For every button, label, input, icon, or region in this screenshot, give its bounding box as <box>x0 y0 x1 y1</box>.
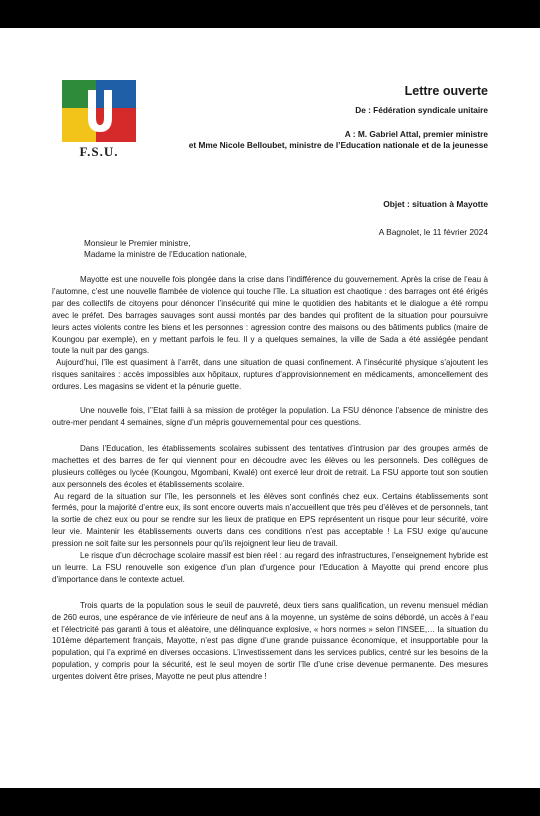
paragraph-6: Le risque d’un décrochage scolaire massif est bien réel : au regard des infrastructures, l’enseignement hybride est un leurre. La FSU renouvelle son exigence d’un plan d’urgence pour l’Education à Mayotte qui prend encore plus d’importance dans le contexte actuel. <box>52 551 488 584</box>
paragraph-2: Aujourd’hui, l’île est quasiment à l’arrêt, dans une situation de quasi confinement. A l’insécurité physique s’ajoutent les risques sanitaires : accès impossibles aux hôpitaux, ruptures d’approvisionnement en médicaments, amoncellement des ordures. Les magasins se vident et la pénurie guette. <box>52 358 488 392</box>
sender-line: De : Fédération syndicale unitaire <box>355 105 488 115</box>
paragraph-4: Dans l’Education, les établissements scolaires subissent des tentatives d’intrusion par des groupes armés de machettes et des barres de fer qui viennent pour en découdre avec les élèves ou les personnels. Des collègues de plusieurs collèges ou lycée (Koungou, Mgombani, Kwalé) ont exercé leur droit de retrait. La FSU apporte tout son soutien aux personnels des écoles et établissements scolaire. <box>52 443 488 489</box>
subject-line: Objet : situation à Mayotte <box>383 199 488 209</box>
letter-body <box>52 274 488 683</box>
fsu-logo-mark <box>62 80 136 142</box>
paragraph-7: Trois quarts de la population sous le seuil de pauvreté, deux tiers sans qualification, un revenu mensuel médian de 260 euros, une espérance de vie inférieure de neuf ans à la moyenne, un système de soins débordé, un accès à l’eau et l’électricité pas garanti à tous et aléatoire, une délinquance explosive, « hors normes » selon l’INSEE,… la situation du 101ème département français, Mayotte, n’est pas digne d’une grande puissance économique, et insupportable pour la population, qui l’a exprimé en diverses occasions. L’investissement dans les services publics, centré sur les besoins de la population, y compris pour la sécurité, est le seul moyen de sortir l’île d’une crise devenue permanente. Des mesures urgentes doivent être prises, Mayotte ne peut plus attendre ! <box>52 600 488 682</box>
salutation-line-2: Madame la ministre de l’Education nationale, <box>84 250 247 259</box>
recipient-line-1: A : M. Gabriel Attal, premier ministre <box>344 129 488 139</box>
place-date: A Bagnolet, le 11 février 2024 <box>378 227 488 237</box>
fsu-logo <box>62 80 136 170</box>
paragraph-5: Au regard de la situation sur l’île, les personnels et les élèves sont confinés chez eux. Certains établissements sont fermés, pour la majorité d’entre eux, ils sont encore ouverts mais n’accueillent que très peu d’élèves et de personnels, tant la sortie de chez eux ou pour se rendre sur les lieux de pratique en EPS représentent un risque pour leur sécurité, voire leur vie. Maintenir les établissements ouverts dans ces conditions n’est pas acceptable ! La FSU exige qu’aucune pression ne soit faite sur les personnels pour qu’ils rejoignent leur lieu de travail. <box>52 491 488 549</box>
paragraph-3: Une nouvelle fois, l’’Etat failli à sa mission de protéger la population. La FSU dénonce l’absence de ministre des outre-mer pendant 4 semaines, signe d’un mépris gouvernemental pour ces questions. <box>52 406 488 427</box>
letter-page <box>0 28 540 788</box>
recipient-line-2: et Mme Nicole Belloubet, ministre de l’Education nationale et de la jeunesse <box>188 140 488 150</box>
paragraph-1: Mayotte est une nouvelle fois plongée dans la crise dans l’indifférence du gouvernement. Après la crise de l’eau à l’automne, c’est une nouvelle flambée de violence qui touche l’île. La situation est chaotique : des barrages ont été érigés par des collectifs de citoyens pour dénoncer l’insécurité qui mine le quotidien des habitants et le dialogue a été rompu avec le préfet. Des barrages sauvages sont aussi montés par des bandes qui profitent de la situation pour poursuivre leurs actes violents contre les biens et les personnes : agression contre des maisons ou des bâtiments publics (maire de Koungou par exemple), en y mettant parfois le feu. Il y a quelques semaines, la ville de Sada a été assiégée pendant toute la nuit par des gangs. <box>52 275 488 356</box>
letter-title: Lettre ouverte <box>404 84 488 98</box>
salutation-line-1: Monsieur le Premier ministre, <box>84 239 191 248</box>
logo-text: F.S.U. <box>79 144 119 159</box>
